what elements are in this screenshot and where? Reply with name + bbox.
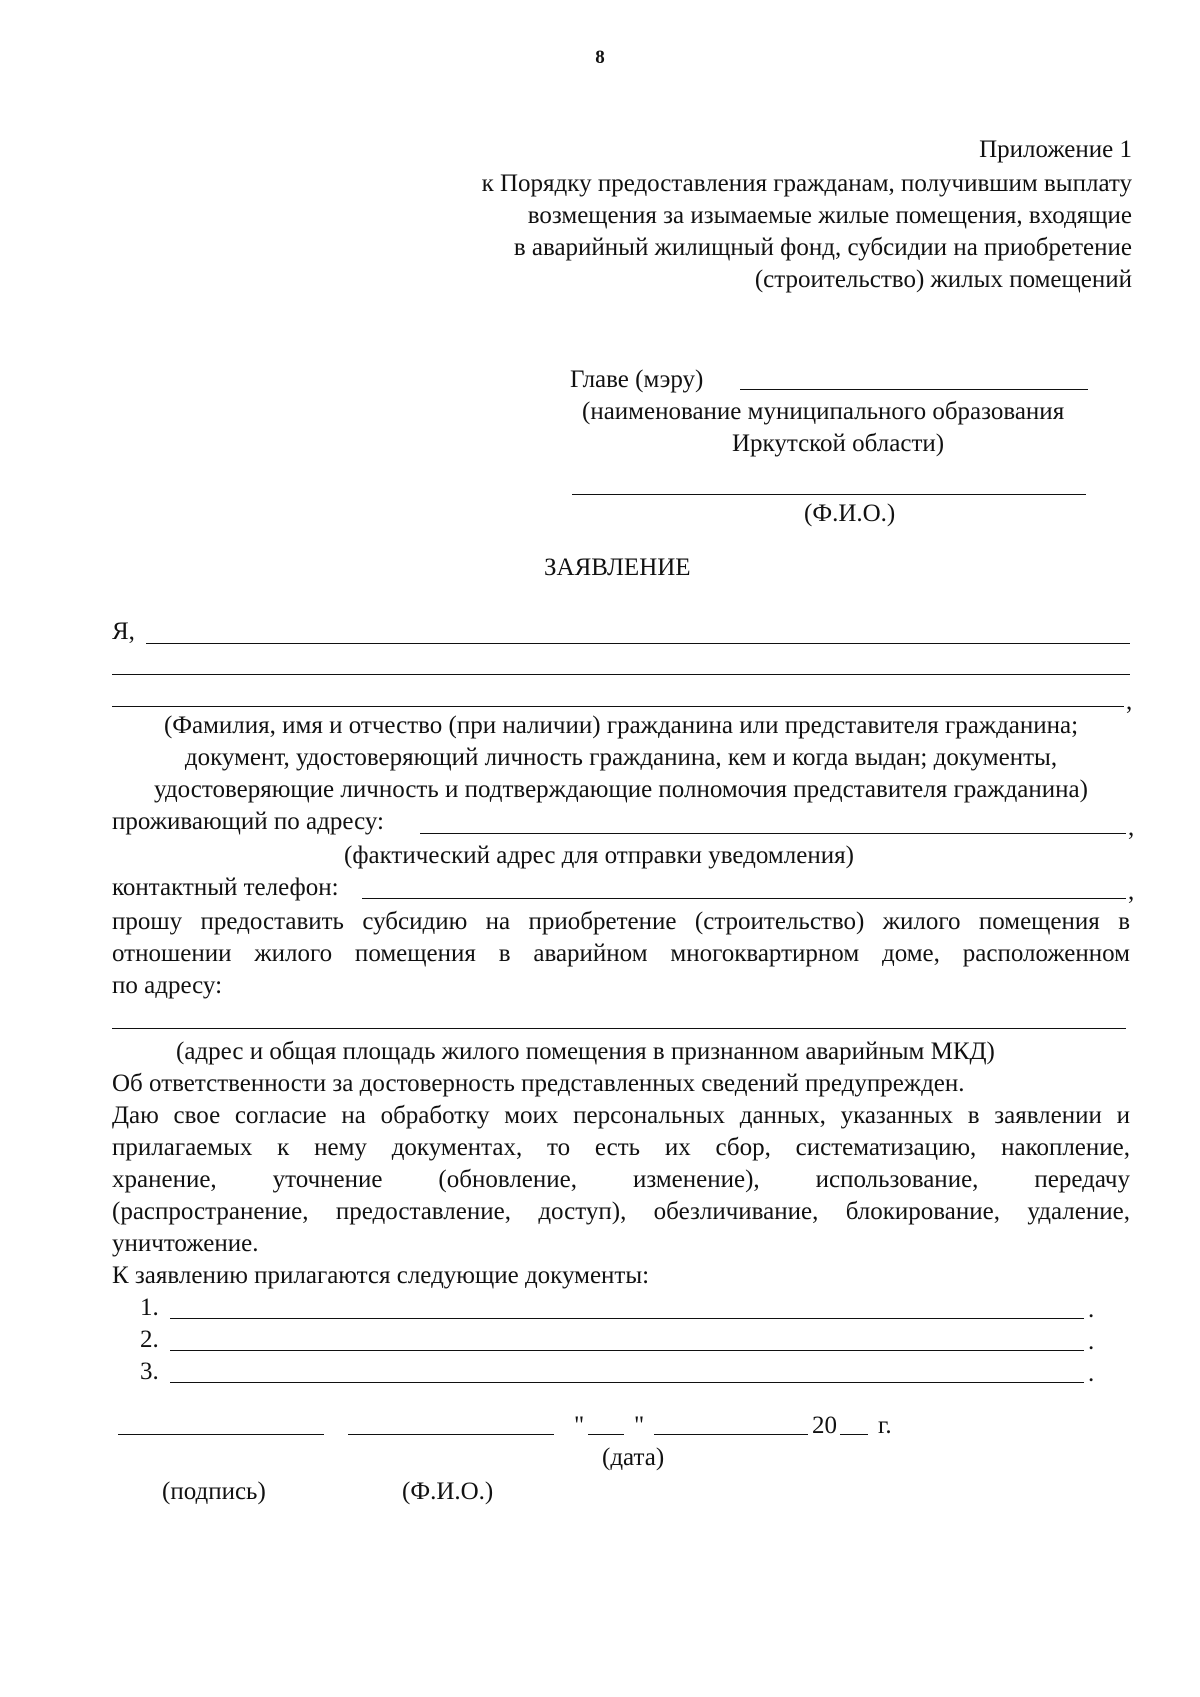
consent-line: хранение, уточнение (обновление, изменение), использование, передачу: [112, 1166, 1130, 1193]
address-label: проживающий по адресу:: [112, 808, 384, 835]
responsibility-text: Об ответственности за достоверность представленных сведений предупрежден.: [112, 1070, 965, 1097]
signature-fio-field[interactable]: [348, 1434, 554, 1435]
date-hint: (дата): [602, 1444, 665, 1471]
request-line: по адресу:: [112, 972, 223, 999]
property-address-field[interactable]: [112, 1028, 1126, 1029]
attachments-label: К заявлению прилагаются следующие документы:: [112, 1262, 650, 1289]
applicant-prefix: Я,: [112, 618, 135, 645]
field-comma: ,: [1126, 688, 1133, 715]
date-day-field[interactable]: [588, 1434, 624, 1435]
request-line: прошу предоставить субсидию на приобретение (строительство) жилого помещения в: [112, 908, 1130, 935]
applicant-name-field[interactable]: [146, 643, 1130, 644]
property-hint: (адрес и общая площадь жилого помещения в признанном аварийным МКД): [176, 1038, 995, 1065]
applicant-hint: (Фамилия, имя и отчество (при наличии) гражданина или представителя гражданина;: [163, 712, 1079, 739]
appendix-title: Приложение 1: [979, 136, 1132, 163]
attachment-field-2[interactable]: [170, 1350, 1084, 1351]
addressee-fio-hint: (Ф.И.О.): [804, 500, 896, 527]
applicant-name-field-3[interactable]: [112, 706, 1124, 707]
appendix-line: (строительство) жилых помещений: [754, 266, 1132, 293]
consent-line: Даю свое согласие на обработку моих персональных данных, указанных в заявлении и: [112, 1102, 1130, 1129]
appendix-line: возмещения за изымаемые жилые помещения, входящие: [527, 202, 1132, 229]
signature-fio-hint: (Ф.И.О.): [402, 1478, 494, 1505]
date-year-field[interactable]: [840, 1434, 868, 1435]
attachment-end-mark: .: [1088, 1328, 1095, 1355]
applicant-name-field-2[interactable]: [112, 674, 1130, 675]
attachment-number: 2.: [140, 1326, 159, 1353]
date-year-suffix: г.: [878, 1412, 892, 1439]
date-month-field[interactable]: [654, 1434, 808, 1435]
applicant-hint: удостоверяющие личность и подтверждающие полномочия представителя гражданина): [154, 776, 1088, 803]
consent-line: уничтожение.: [112, 1230, 259, 1257]
attachment-field-3[interactable]: [170, 1382, 1084, 1383]
applicant-hint: документ, удостоверяющий личность гражданина, кем и когда выдан; документы,: [184, 744, 1058, 771]
signature-hint: (подпись): [162, 1478, 266, 1505]
attachment-end-mark: .: [1088, 1296, 1095, 1323]
attachment-field-1[interactable]: [170, 1318, 1084, 1319]
addressee-hint: (наименование муниципального образования: [582, 398, 1065, 425]
phone-field[interactable]: [362, 898, 1126, 899]
document-title: ЗАЯВЛЕНИЕ: [544, 554, 691, 581]
address-hint: (фактический адрес для отправки уведомления): [344, 842, 854, 869]
phone-label: контактный телефон:: [112, 874, 339, 901]
page-number: 8: [595, 47, 605, 68]
field-comma: ,: [1128, 814, 1135, 841]
field-comma: ,: [1128, 878, 1135, 905]
address-field[interactable]: [420, 833, 1126, 834]
addressee-label: Главе (мэру): [570, 366, 704, 393]
date-quote-open: ": [574, 1412, 585, 1439]
attachment-end-mark: .: [1088, 1360, 1095, 1387]
attachment-number: 1.: [140, 1294, 159, 1321]
appendix-line: в аварийный жилищный фонд, субсидии на приобретение: [513, 234, 1132, 261]
addressee-fio-field[interactable]: [572, 494, 1086, 495]
attachment-number: 3.: [140, 1358, 159, 1385]
request-line: отношении жилого помещения в аварийном многоквартирном доме, расположенном: [112, 940, 1130, 967]
addressee-hint: Иркутской области): [732, 430, 945, 457]
signature-field[interactable]: [118, 1434, 324, 1435]
consent-line: прилагаемых к нему документах, то есть их сбор, систематизацию, накопление,: [112, 1134, 1130, 1161]
addressee-municipality-field[interactable]: [740, 389, 1088, 390]
consent-line: (распространение, предоставление, доступ), обезличивание, блокирование, удаление,: [112, 1198, 1130, 1225]
appendix-line: к Порядку предоставления гражданам, получившим выплату: [481, 170, 1132, 197]
date-year-prefix: 20: [812, 1412, 837, 1439]
date-quote-close: ": [634, 1412, 645, 1439]
